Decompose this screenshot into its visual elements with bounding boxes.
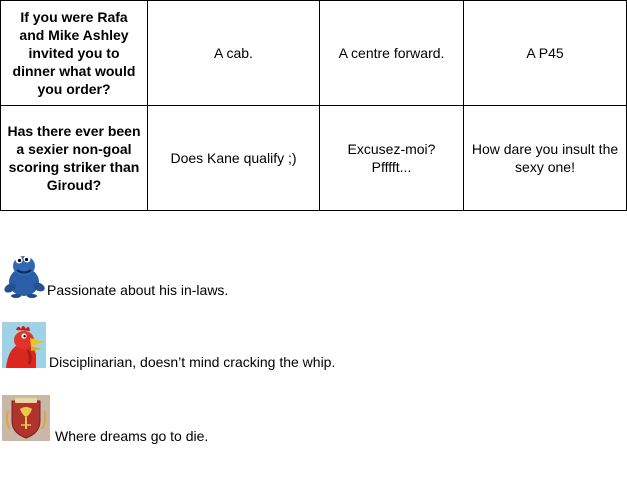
answer-cell: Does Kane qualify ;) [148,106,320,211]
answer-cell: A centre forward. [320,1,464,106]
answer-cell: A P45 [464,1,627,106]
qa-table [0,0,627,211]
question-cell: If you were Rafa and Mike Ashley invited you to dinner what would you order? [1,1,148,106]
legend-text: Passionate about his in-laws. [47,282,229,298]
answer-cell: How dare you insult the sexy one! [464,106,627,211]
rooster-icon [2,322,46,368]
table-row [1,106,627,211]
legend-text: Where dreams go to die. [55,428,209,444]
blue-monster-icon [2,252,46,298]
liverpool-crest-icon [2,395,50,441]
table-row [1,1,627,106]
question-cell: Has there ever been a sexier non-goal scoring striker than Giroud? [1,106,148,211]
answer-cell: Excusez-moi? Pfffft... [320,106,464,211]
legend-text: Disciplinarian, doesn’t mind cracking the whip. [49,354,336,370]
answer-cell: A cab. [148,1,320,106]
